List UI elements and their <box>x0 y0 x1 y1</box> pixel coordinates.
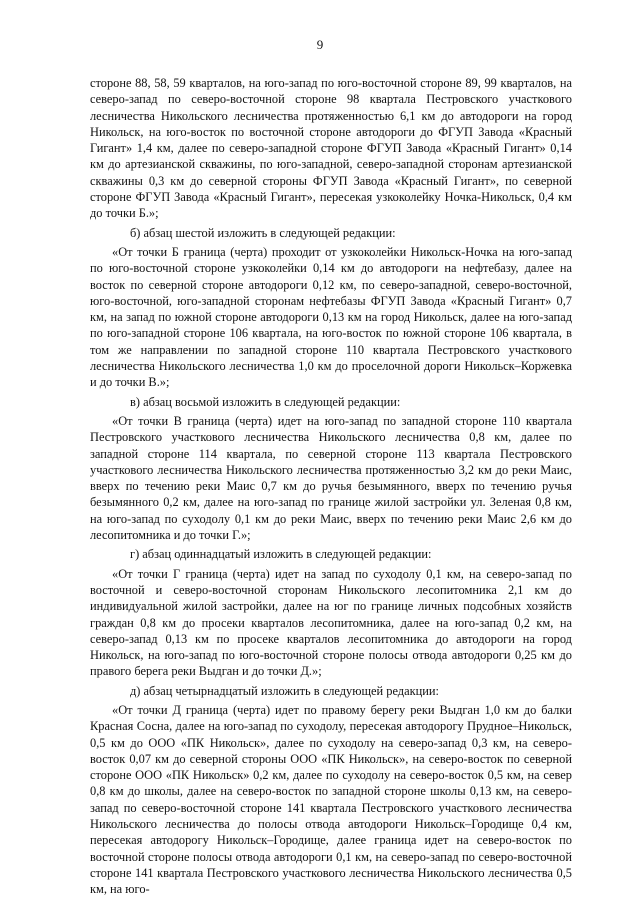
amendment-paragraph-v: «От точки В граница (черта) идет на юго-запад по западной стороне 110 квартала Пестровского участкового лесничества Никольского лесничества 0,8 км, далее по западной стороне 114 квартала, по северной стороне 113 квартала Пестровского участкового лесничества Никольского лесничества протяженностью 3,2 км до реки Маис, вверх по течению реки Маис 0,7 км до ручья безымянного, вверх по течению ручья безымянного 0,2 км, далее на юго-запад по границе жилой застройки ул. Зеленая 0,8 км, на юго-запад по суходолу 0,1 км до реки Маис, вверх по течению реки Маис 2,6 км до лесопитомника и до точки Г.»; <box>90 413 572 543</box>
amendment-heading-v: в) абзац восьмой изложить в следующей редакции: <box>130 394 401 409</box>
amendment-paragraph-g: «От точки Г граница (черта) идет на запад по суходолу 0,1 км, на северо-запад по восточной и северо-восточной сторонам Никольского лесопитомника 2,1 км до индивидуальной жилой застройки, далее на юг по границе личных подсобных хозяйств граждан 0,8 км до просеки кварталов лесопитомника, далее на юго-запад 0,2 км, на северо-запад 0,13 км по просеке кварталов лесопитомника до автодороги на город Никольск, на юго-запад по юго-восточной стороне полосы отвода автодороги 0,25 км до правого берега реки Выдган и до точки Д.»; <box>90 566 572 679</box>
amendment-paragraph-b: «От точки Б граница (черта) проходит от узкоколейки Никольск-Ночка на юго-запад по юго-восточной стороне узкоколейки 0,14 км до автодороги на нефтебазу, далее на восток по северной стороне автодороги 0,12 км, по северо-западной, северо-восточной, юго-восточной, юго-западной сторонам нефтебазы ФГУП Завода «Красный Гигант» 0,7 км, на запад по южной стороне автодороги 0,13 км на город Никольск, далее на юго-запад по юго-западной стороне 106 квартала, на юго-восток по южной стороне 106 квартала, в том же направлении по западной стороне 110 квартала Пестровского участкового лесничества Никольского лесничества 1,0 км до проселочной дороги Никольск–Коржевка и до точки В.»; <box>90 244 572 390</box>
amendment-heading-b: б) абзац шестой изложить в следующей редакции: <box>130 225 396 240</box>
paragraph-continuation: стороне 88, 58, 59 кварталов, на юго-запад по юго-восточной стороне 89, 99 кварталов, на северо-запад по северо-восточной стороне 98 квартала Пестровского участкового лесничества Никольского лесничества протяженностью 6,1 км до автодороги на город Никольск, на юго-восток по восточной стороне автодороги до ФГУП Завода «Красный Гигант» 1,4 км, далее по северо-западной стороне ФГУП Завода «Красный Гигант» 0,14 км до артезианской скважины, по юго-западной, северо-западной сторонам артезианской скважины 0,3 км до северной стороны ФГУП Завода «Красный Гигант», по северной стороне ФГУП Завода «Красный Гигант», пересекая узкоколейку Ночка-Никольск, 0,4 км до точки Б.»; <box>90 76 572 221</box>
page-number: 9 <box>316 37 324 52</box>
document-body <box>90 75 572 898</box>
amendment-paragraph-d: «От точки Д граница (черта) идет по правому берегу реки Выдган 1,0 км до балки Красная Сосна, далее на юго-запад по суходолу, пересекая автодорогу Прудное–Никольск, 0,5 км до ООО «ПК Никольск», далее по суходолу на северо-запад 0,3 км, на северо-восток 0,07 км до северной стороны ООО «ПК Никольск», на северо-восток по северной стороне ООО «ПК Никольск» 0,2 км, далее по суходолу на северо-восток 0,5 км, на север 0,8 км до школы, далее на северо-восток по западной стороне школы 0,13 км, на северо-запад по северо-восточной стороне 141 квартала Пестровского участкового лесничества Никольского лесничества до полосы отвода автодороги Никольск–Городище 0,4 км, пересекая автодорогу Никольск–Городище, далее граница идет на северо-восток по восточной стороне полосы отвода автодороги 0,1 км, на северо-запад по северо-восточной стороне 141 квартала Пестровского участкового лесничества Никольского лесничества 0,5 км, на юго- <box>90 702 572 897</box>
amendment-heading-d: д) абзац четырнадцатый изложить в следующей редакции: <box>130 683 439 698</box>
amendment-heading-g: г) абзац одиннадцатый изложить в следующей редакции: <box>130 547 432 562</box>
